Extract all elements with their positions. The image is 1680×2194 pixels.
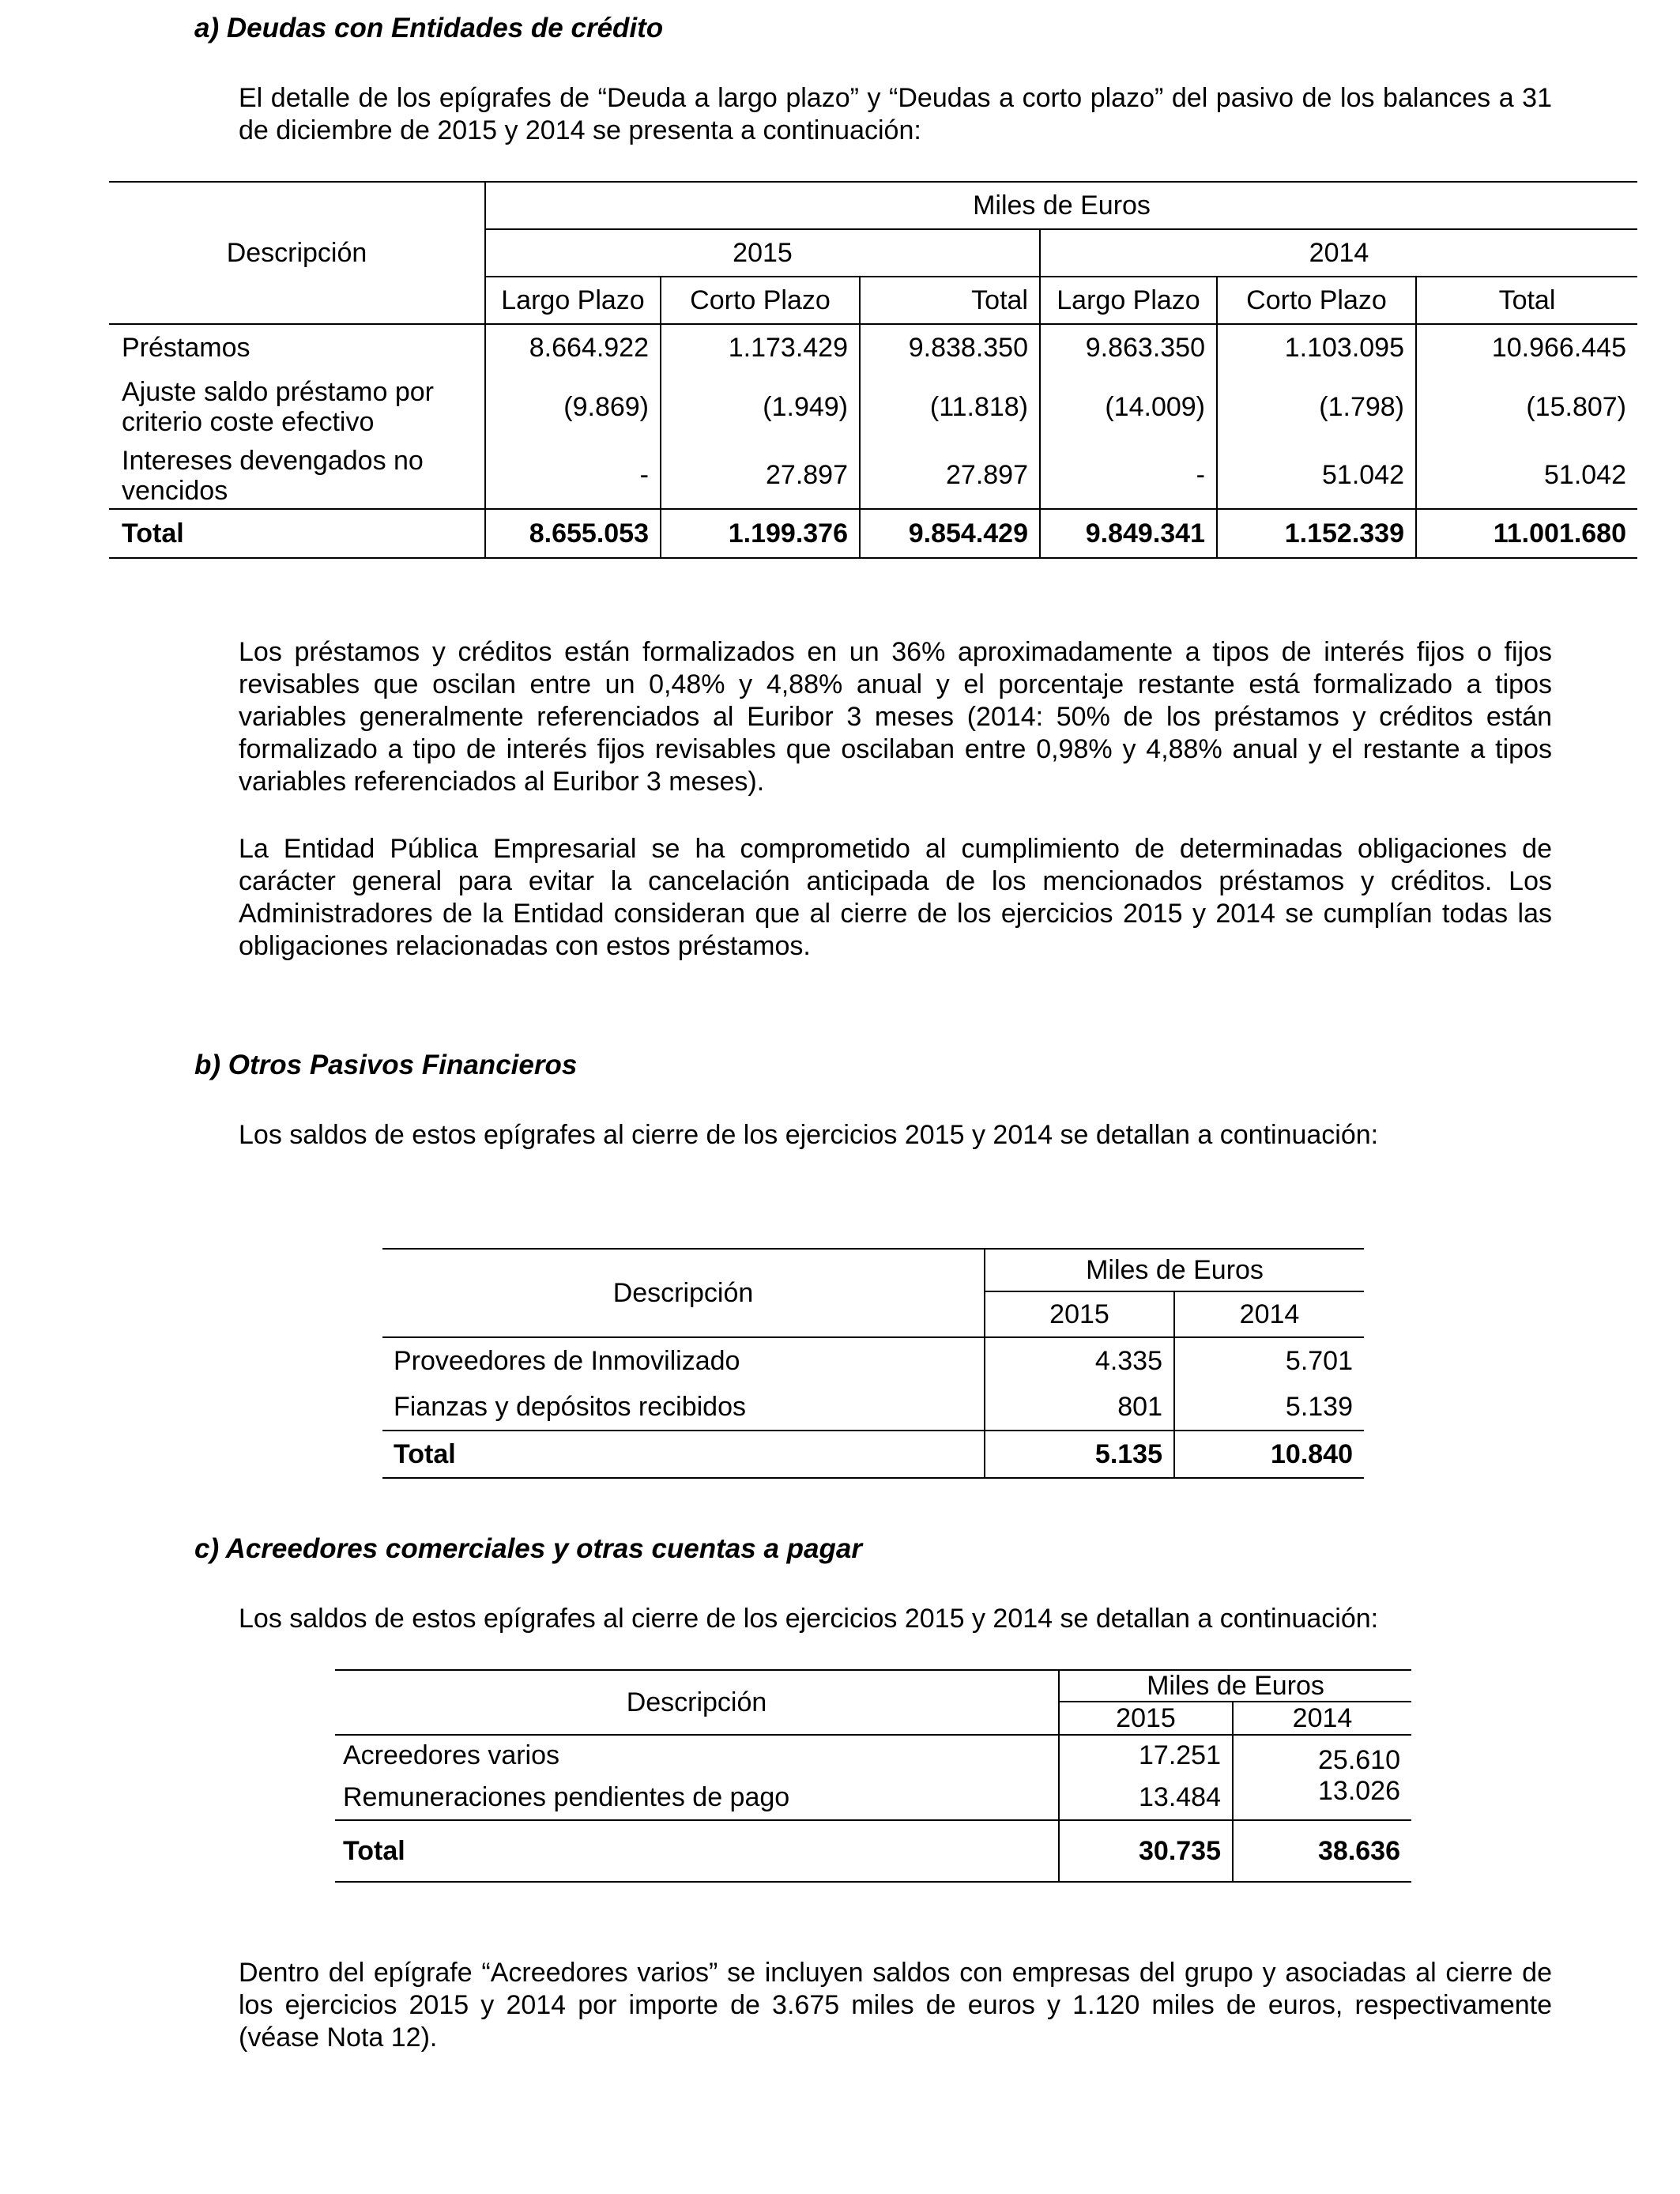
total-row <box>382 1431 1364 1478</box>
units-header: Miles de Euros <box>1059 1670 1411 1702</box>
cell: 10.840 <box>1174 1431 1364 1478</box>
cell: 11.001.680 <box>1416 509 1637 558</box>
cell: 27.897 <box>661 443 860 509</box>
cell: (14.009) <box>1040 371 1217 443</box>
cell: 4.335 <box>985 1337 1174 1385</box>
table-row <box>335 1735 1411 1776</box>
cell: 8.655.053 <box>485 509 661 558</box>
table-row <box>109 324 1637 371</box>
section-b-heading: b) Otros Pasivos Financieros <box>194 1050 578 1080</box>
year-2015-header: 2015 <box>485 229 1040 277</box>
desc-header: Descripción <box>109 182 485 324</box>
section-a-intro: El detalle de los epígrafes de “Deuda a largo plazo” y “Deudas a corto plazo” del pasivo de los balances a 31 de diciembre de 2015 y 2014 se presenta a continuación: <box>239 83 1552 145</box>
cell: 1.103.095 <box>1217 324 1416 371</box>
cell: 8.664.922 <box>485 324 661 371</box>
cell: 9.854.429 <box>860 509 1040 558</box>
section-a-heading: a) Deudas con Entidades de crédito <box>194 13 664 43</box>
cell: 5.135 <box>985 1431 1174 1478</box>
row-label: Fianzas y depósitos recibidos <box>382 1385 985 1431</box>
cell: 51.042 <box>1544 460 1626 490</box>
section-c-heading: c) Acreedores comerciales y otras cuentas a pagar <box>194 1533 862 1564</box>
table-row <box>382 1385 1364 1431</box>
cell: - <box>1040 443 1217 509</box>
desc-header: Descripción <box>335 1670 1059 1735</box>
units-header: Miles de Euros <box>985 1249 1364 1291</box>
col-corto-plazo-2015: Corto Plazo <box>661 277 860 324</box>
cell: 51.042 <box>1217 443 1416 509</box>
cell: 17.251 <box>1059 1735 1233 1776</box>
cell: (11.818) <box>860 371 1040 443</box>
section-c-paragraph: Dentro del epígrafe “Acreedores varios” se incluyen saldos con empresas del grupo y asociadas al cierre de los ejercicios 2015 y 2014 por importe de 3.675 miles de euros y 1.120 miles de euros, respectivamente (véase Nota 12). <box>239 1958 1552 2053</box>
year-2014-header: 2014 <box>1174 1291 1364 1337</box>
col-total-2014: Total <box>1416 277 1637 324</box>
cell: 1.152.339 <box>1217 509 1416 558</box>
cell: - <box>485 443 661 509</box>
row-label: Intereses devengados no vencidos <box>109 443 485 509</box>
col-largo-plazo-2014: Largo Plazo <box>1040 277 1217 324</box>
table-row <box>109 443 1637 509</box>
debt-table <box>109 181 1637 559</box>
cell: 9.849.341 <box>1040 509 1217 558</box>
section-a-paragraph-2: La Entidad Pública Empresarial se ha comprometido al cumplimiento de determinadas obligaciones de carácter general para evitar la cancelación anticipada de los mencionados préstamos y créditos. Los Administradores de la Entidad consideran que al cierre de los ejercicios 2015 y 2014 se cumplían todas las obligaciones relacionadas con estos préstamos. <box>239 834 1552 961</box>
total-label: Total <box>382 1431 985 1478</box>
row-label: Proveedores de Inmovilizado <box>382 1337 985 1385</box>
year-2014-header: 2014 <box>1233 1702 1411 1735</box>
total-row <box>335 1820 1411 1882</box>
cell: 10.966.445 <box>1491 333 1626 363</box>
section-a-paragraph-1: Los préstamos y créditos están formalizados en un 36% aproximadamente a tipos de interés fijos o fijos revisables que oscilan entre un 0,48% y 4,88% anual y el porcentaje restante está formalizado a tipos variables generalmente referenciados al Euribor 3 meses (2014: 50% de los préstamos y créditos están formalizado a tipo de interés fijos revisables que oscilaban entre 0,98% y 4,88% anual y el restante a tipos variables referenciados al Euribor 3 meses). <box>239 637 1552 797</box>
row-label: Remuneraciones pendientes de pago <box>335 1776 1059 1820</box>
cell: 5.701 <box>1285 1346 1353 1376</box>
cell: 5.139 <box>1285 1392 1353 1422</box>
year-2015-header: 2015 <box>985 1291 1174 1337</box>
cell: 801 <box>985 1385 1174 1431</box>
other-liabilities-table <box>382 1248 1364 1479</box>
col-largo-plazo-2015: Largo Plazo <box>485 277 661 324</box>
cell: 13.484 <box>1059 1776 1233 1820</box>
cell: 30.735 <box>1059 1820 1233 1882</box>
year-2014-header: 2014 <box>1040 229 1637 277</box>
row-label: Ajuste saldo préstamo por criterio coste efectivo <box>109 371 485 443</box>
cell: 1.199.376 <box>661 509 860 558</box>
cell: (15.807) <box>1526 391 1626 422</box>
cell: (1.949) <box>661 371 860 443</box>
cell: 1.173.429 <box>661 324 860 371</box>
table-row <box>382 1337 1364 1385</box>
row-label: Acreedores varios <box>335 1735 1059 1776</box>
col-corto-plazo-2014: Corto Plazo <box>1217 277 1416 324</box>
cell: 9.863.350 <box>1040 324 1217 371</box>
desc-header: Descripción <box>382 1249 985 1337</box>
total-label: Total <box>335 1820 1059 1882</box>
cell: 25.610 <box>1318 1745 1400 1775</box>
table-row <box>109 371 1637 443</box>
year-2015-header: 2015 <box>1059 1702 1233 1735</box>
section-b-intro: Los saldos de estos epígrafes al cierre de los ejercicios 2015 y 2014 se detallan a continuación: <box>239 1120 1379 1150</box>
table-row <box>335 1776 1411 1820</box>
total-row <box>109 509 1637 558</box>
creditors-table <box>335 1669 1411 1883</box>
cell: 9.838.350 <box>860 324 1040 371</box>
cell: 13.026 <box>1318 1776 1400 1806</box>
row-label: Préstamos <box>109 324 485 371</box>
section-c-intro: Los saldos de estos epígrafes al cierre de los ejercicios 2015 y 2014 se detallan a continuación: <box>239 1604 1379 1634</box>
cell: 38.636 <box>1233 1820 1411 1882</box>
cell: (9.869) <box>485 371 661 443</box>
cell: (1.798) <box>1217 371 1416 443</box>
col-total-2015: Total <box>860 277 1040 324</box>
cell: 27.897 <box>860 443 1040 509</box>
units-header: Miles de Euros <box>485 182 1637 229</box>
total-label: Total <box>109 509 485 558</box>
